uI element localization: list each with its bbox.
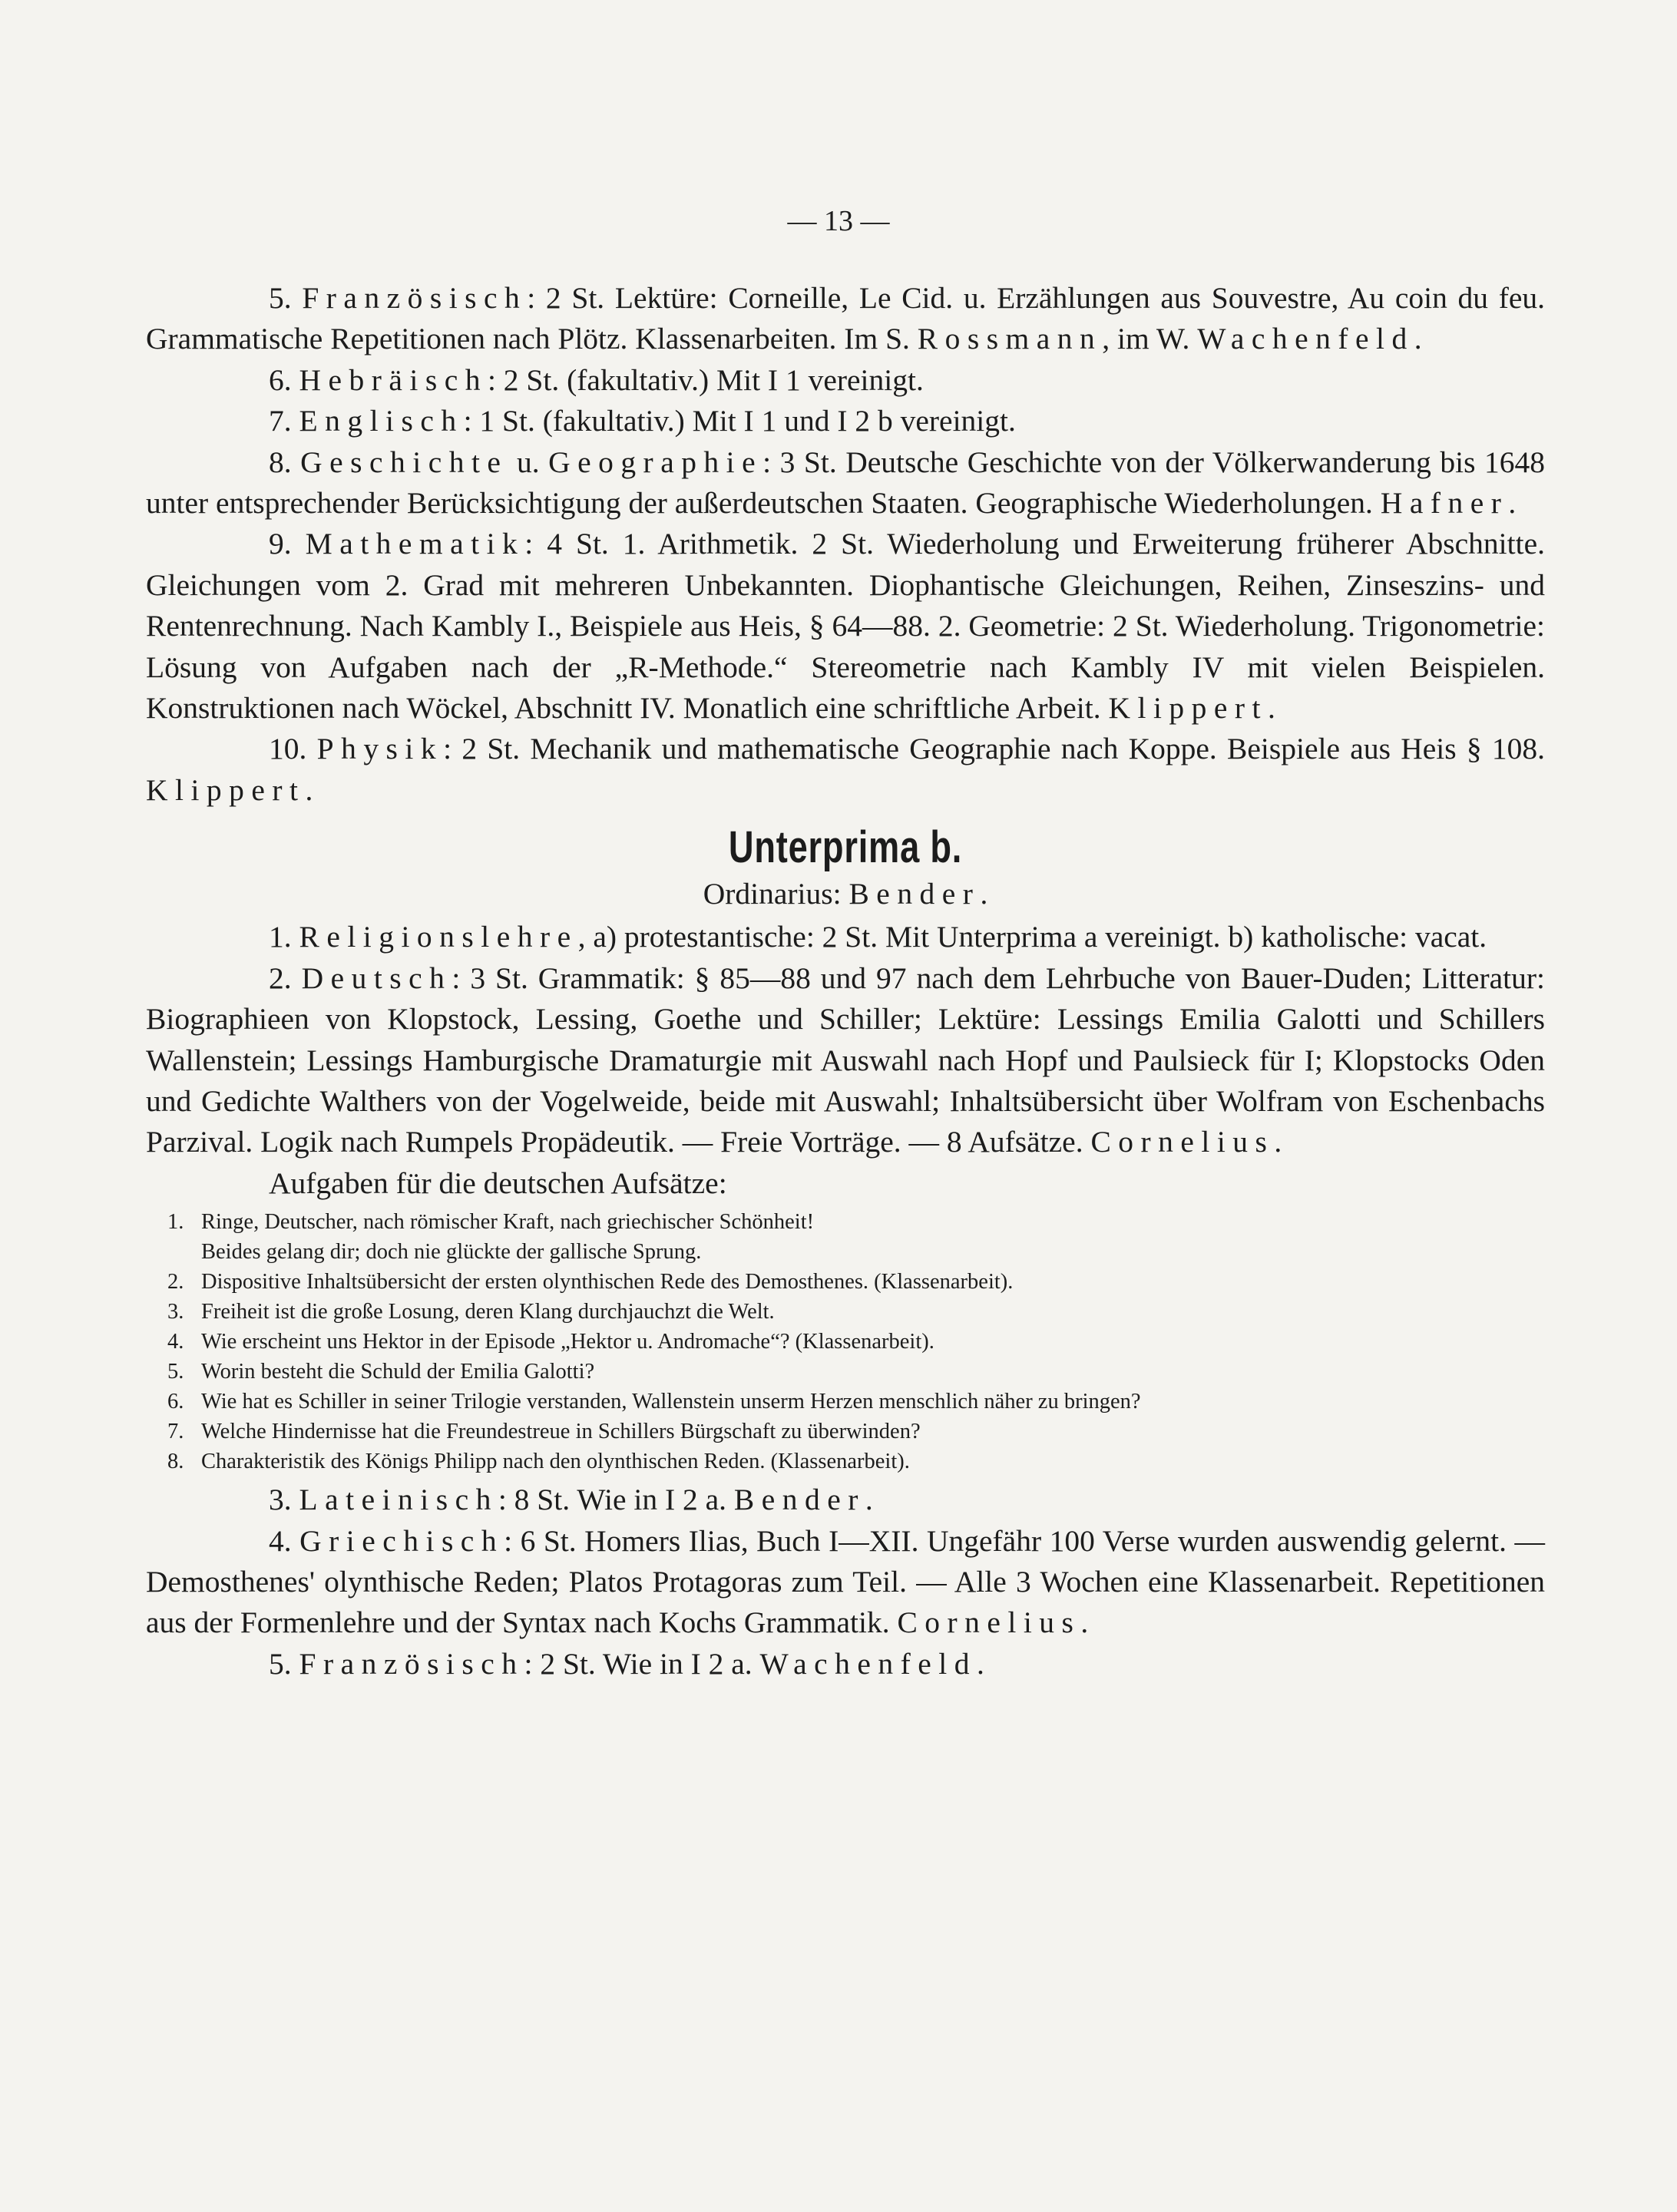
text-part: . bbox=[976, 1646, 984, 1681]
subject-text: , a) protestantische: 2 St. Mit Unterprima a vereinigt. b) katholische: vacat. bbox=[577, 920, 1487, 954]
teacher-name: Bender bbox=[733, 1483, 865, 1517]
section-franzoesisch-i1 bbox=[146, 278, 1545, 360]
subject-name: Geschichte bbox=[300, 445, 508, 479]
list-item bbox=[167, 1417, 1545, 1447]
subject-name: Englisch bbox=[299, 404, 464, 438]
item-number: 5. bbox=[269, 281, 292, 315]
subject-text: : 2 St. Lektüre: Corneille, Le Cid. u. Erzählungen aus Souvestre, Au coin du feu. Grammatische Repetitionen nach Plötz. Klassenarbeiten. Im S. bbox=[146, 281, 1546, 356]
item-number: 8. bbox=[269, 445, 292, 479]
list-item-text: Freiheit ist die große Losung, deren Klang durchjauchzt die Welt. bbox=[201, 1300, 775, 1324]
ordinarius-label: Ordinarius: bbox=[703, 877, 842, 911]
list-item-text: Charakteristik des Königs Philipp nach den olynthischen Reden. (Klassenarbeit). bbox=[201, 1450, 910, 1474]
item-number: 2. bbox=[269, 961, 292, 995]
page-body bbox=[146, 278, 1545, 1685]
item-number: 3. bbox=[269, 1483, 292, 1517]
item-number: 6. bbox=[269, 362, 292, 397]
text-part: . bbox=[980, 877, 988, 911]
subject-name: Lateinisch bbox=[299, 1483, 498, 1517]
list-item bbox=[167, 1297, 1545, 1327]
list-item-number: 5. bbox=[167, 1360, 184, 1384]
list-item-text: Welche Hindernisse hat die Freundestreue in Schillers Bürgschaft zu überwinden? bbox=[201, 1420, 921, 1444]
subject-name: Hebräisch bbox=[299, 362, 488, 397]
subject-text: : 4 St. 1. Arithmetik. 2 St. Wiederholung und Erweiterung früherer Abschnitte. Gleichungen vom 2. Grad mit mehreren Unbekannten. Diophantische Gleichungen, Reihen, Zinseszins- und Rentenrechnung. Nach Kambly I., Beispiele aus Heis, § 64—88. 2. Geometrie: 2 St. Wiederholung. Trigonometrie: Lösung von Aufgaben nach der „R-Methode.“ Stereometrie nach Kambly IV mit vielen Beispielen. Konstruktionen nach Wöckel, Abschnitt IV. Monatlich eine schriftliche Arbeit. bbox=[146, 527, 1545, 726]
list-item-number: 2. bbox=[167, 1270, 184, 1294]
list-item-text: Dispositive Inhaltsübersicht der ersten olynthischen Rede des Demosthenes. (Klassenarbeit). bbox=[201, 1270, 1014, 1294]
list-item-number: 3. bbox=[167, 1300, 184, 1324]
list-item bbox=[167, 1207, 1545, 1237]
item-number: 9. bbox=[269, 527, 292, 561]
subject-name: Physik bbox=[316, 732, 444, 766]
text-part: . bbox=[1267, 691, 1275, 726]
section-religion bbox=[146, 917, 1545, 957]
ordinarius-line bbox=[146, 874, 1545, 914]
subject-text: : 1 St. (fakultativ.) Mit I 1 und I 2 b vereinigt. bbox=[463, 404, 1016, 438]
section-heading: Unterprima b. bbox=[728, 822, 963, 873]
section-geschichte bbox=[146, 442, 1545, 524]
text-part: . bbox=[1080, 1605, 1089, 1640]
section-hebraeisch bbox=[146, 360, 1545, 401]
subject-name: Französisch bbox=[299, 1646, 524, 1681]
subject-text: : 8 St. Wie in I 2 a. bbox=[498, 1483, 727, 1517]
list-item-continuation: Beides gelang dir; doch nie glückte der gallische Sprung. bbox=[201, 1240, 702, 1265]
subject-name: Geographie bbox=[548, 445, 763, 479]
list-item-text: Wie erscheint uns Hektor in der Episode „Hektor u. Andromache“? (Klassenarbeit). bbox=[201, 1330, 934, 1354]
list-item bbox=[167, 1357, 1545, 1387]
text-part: . bbox=[865, 1483, 873, 1517]
text-part: . bbox=[1274, 1125, 1282, 1159]
item-number: 5. bbox=[269, 1646, 292, 1681]
list-item-text: Ringe, Deutscher, nach römischer Kraft, nach griechischer Schönheit! bbox=[201, 1210, 815, 1235]
list-item bbox=[167, 1327, 1545, 1357]
subject-name: Mathematik bbox=[305, 527, 525, 561]
subject-text: : 2 St. Mechanik und mathematische Geographie nach Koppe. Beispiele aus Heis § 108. bbox=[443, 732, 1545, 766]
list-item-number: 6. bbox=[167, 1390, 184, 1414]
item-number: 4. bbox=[269, 1523, 292, 1558]
subject-name: Griechisch bbox=[299, 1523, 504, 1558]
subject-text: : 3 St. Grammatik: § 85—88 und 97 nach dem Lehrbuche von Bauer-Duden; Litteratur: Biographieen von Klopstock, Lessing, Goethe und Schiller; Lektüre: Lessings Emilia Galotti und Schillers Wallenstein; Lessings Hamburgische Dramaturgie mit Auswahl nach Hopf und Paulsieck für I; Klopstocks Oden und Gedichte Walthers von der Vogelweide, beide mit Auswahl; Inhaltsübersicht über Wolfram von Eschenbachs Parzival. Logik nach Rumpels Propädeutik. — Freie Vorträge. — 8 Aufsätze. bbox=[146, 961, 1546, 1159]
teacher-name: Cornelius bbox=[1090, 1125, 1275, 1159]
item-number: 10. bbox=[269, 732, 307, 766]
subject-name: Deutsch bbox=[301, 961, 452, 995]
list-item-number: 1. bbox=[167, 1210, 184, 1235]
teacher-name: Rossmann bbox=[917, 322, 1103, 356]
text-part: . bbox=[1414, 322, 1422, 356]
list-item-text: Wie hat es Schiller in seiner Trilogie verstanden, Wallenstein unserm Herzen menschlich näher zu bringen? bbox=[201, 1390, 1141, 1414]
section-mathematik bbox=[146, 524, 1545, 729]
section-franzoesisch-i2b bbox=[146, 1644, 1545, 1685]
subject-name: Religionslehre bbox=[299, 920, 578, 954]
subject-text: : 6 St. Homers Ilias, Buch I—XII. Ungefähr 100 Verse wurden auswendig gelernt. — Demosthenes' olynthische Reden; Platos Protagoras zum Teil. — Alle 3 Wochen eine Klassenarbeit. Repetitionen aus der Formenlehre und der Syntax nach Kochs Grammatik. bbox=[146, 1523, 1545, 1640]
section-deutsch bbox=[146, 958, 1545, 1163]
list-item-number: 4. bbox=[167, 1330, 184, 1354]
teacher-name: Cornelius bbox=[897, 1605, 1081, 1640]
ordinarius-name: Bender bbox=[848, 877, 981, 911]
subject-text: : 2 St. (fakultativ.) Mit I 1 vereinigt. bbox=[487, 362, 924, 397]
item-number: 1. bbox=[269, 920, 292, 954]
essay-topic-list bbox=[167, 1207, 1545, 1476]
teacher-name: Klippert bbox=[146, 772, 306, 807]
list-item-text: Worin besteht die Schuld der Emilia Galotti? bbox=[201, 1360, 595, 1384]
subject-text: : 3 St. Deutsche Geschichte von der Völkerwanderung bis 1648 unter entsprechender Berücksichtigung der außerdeutschen Staaten. Geographische Wiederholungen. bbox=[146, 445, 1546, 521]
teacher-name: Wachenfeld bbox=[759, 1646, 977, 1681]
teacher-name: Klippert bbox=[1108, 691, 1268, 726]
section-physik bbox=[146, 729, 1545, 811]
subject-name: Französisch bbox=[302, 281, 528, 315]
text-part: u. bbox=[516, 445, 540, 479]
section-englisch bbox=[146, 401, 1545, 441]
list-item-number: 8. bbox=[167, 1450, 184, 1474]
section-lateinisch bbox=[146, 1480, 1545, 1520]
teacher-name: Hafner bbox=[1380, 486, 1509, 521]
aufgaben-title: Aufgaben für die deutschen Aufsätze: bbox=[269, 1166, 727, 1200]
item-number: 7. bbox=[269, 404, 292, 438]
text-part: . bbox=[1508, 486, 1517, 521]
teacher-name: Wachenfeld bbox=[1197, 322, 1414, 356]
section-griechisch bbox=[146, 1521, 1545, 1644]
list-item bbox=[167, 1267, 1545, 1297]
list-item bbox=[167, 1447, 1545, 1476]
page-number: — 13 — bbox=[787, 205, 890, 237]
list-item bbox=[167, 1387, 1545, 1417]
subject-text: : 2 St. Wie in I 2 a. bbox=[524, 1646, 752, 1681]
text-part: , im W. bbox=[1102, 322, 1190, 356]
list-item-number: 7. bbox=[167, 1420, 184, 1444]
text-part: . bbox=[305, 772, 313, 807]
